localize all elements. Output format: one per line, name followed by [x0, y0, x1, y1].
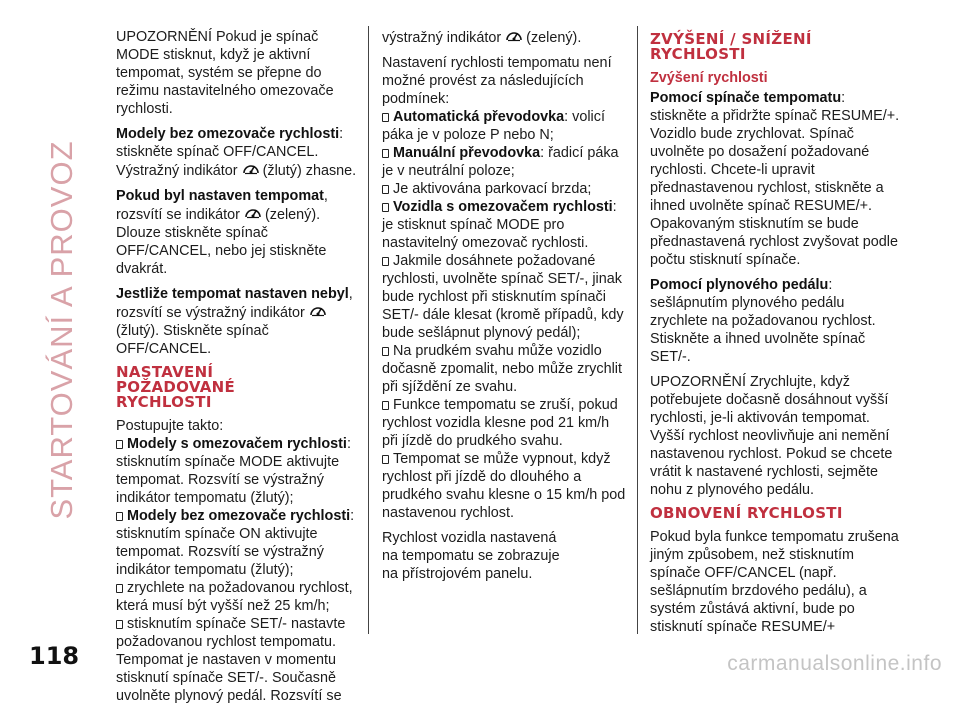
section-heading-resume-speed: OBNOVENÍ RYCHLOSTI — [650, 504, 843, 522]
bullet-square-icon — [382, 347, 389, 356]
bullet-square-icon — [116, 440, 123, 449]
subheading-increase-speed: Zvýšení rychlosti — [650, 70, 768, 86]
list-item: Modely bez omezovače rychlosti: stisknutím spínače ON aktivujte tempomat. Rozsvítí se výstražný indikátor tempomatu (žlutý); — [116, 508, 355, 578]
list-item: Automatická převodovka: volicí páka je v poloze P nebo N; — [382, 109, 605, 143]
section-side-title: STARTOVÁNÍ A PROVOZ — [44, 140, 79, 520]
cruise-speedometer-icon — [242, 161, 260, 177]
paragraph-indicator-green: výstražný indikátor (zelený). — [382, 30, 582, 46]
cruise-speedometer-icon — [244, 205, 262, 221]
paragraph-resume: Pokud byla funkce tempomatu zrušena jiným způsobem, než stisknutím spínače OFF/CANCEL (např. sešlápnutím brzdového pedálu), a systém zůstává aktivní, bude po stisknutí spínače RESUME/+ — [650, 529, 899, 635]
list-item: stisknutím spínače SET/- nastavte požadovanou rychlost tempomatu. Tempomat je nastaven v momentu stisknutí spínače SET/-. Současně uvolněte plynový pedál. Rozsvítí se — [116, 616, 346, 704]
paragraph-switch-method: Pomocí spínače tempomatu: stiskněte a přidržte spínač RESUME/+. Vozidlo bude zrychlovat. Spínač uvolněte po dosažení požadované rychlosti. Chcete-li upravit přednastavenou rychlost, stiskněte a ihned uvolněte spínač RESUME/+. Opakovaným stisknutím se bude přednastavená rychlost zvyšovat podle počtu stisknutí spínače. — [650, 90, 900, 268]
column-divider-2 — [637, 26, 638, 634]
list-item: Vozidla s omezovačem rychlosti: je stisknut spínač MODE pro nastavitelný omezovač rychlosti. — [382, 199, 617, 251]
bullet-square-icon — [382, 401, 389, 410]
watermark: carmanualsonline.info — [727, 652, 942, 675]
bullet-square-icon — [382, 113, 389, 122]
page-number: 118 — [29, 642, 80, 670]
list-item: Modely s omezovačem rychlosti: stisknutím spínače MODE aktivujte tempomat. Rozsvítí se výstražný indikátor tempomatu (žlutý); — [116, 436, 351, 506]
bullet-square-icon — [382, 257, 389, 266]
paragraph-without-limiter: Modely bez omezovače rychlosti: stiskněte spínač OFF/CANCEL. Výstražný indikátor (žlutý) zhasne. — [116, 126, 357, 179]
bullet-square-icon — [116, 584, 123, 593]
bullet-square-icon — [382, 149, 389, 158]
list-item: Jakmile dosáhnete požadované rychlosti, uvolněte spínač SET/-, jinak bude rychlost při stisknutím spínači SET/- dále klesat (kromě případů, kdy bude sešlápnut plynový pedál); — [382, 253, 624, 341]
cruise-speedometer-icon — [505, 28, 523, 44]
list-item: Na prudkém svahu může vozidlo dočasně zpomalit, nebo může zrychlit při sjíždění ze svahu. — [382, 343, 622, 395]
list-item: Manuální převodovka: řadicí páka je v neutrální poloze; — [382, 145, 619, 179]
paragraph-conditions: Nastavení rychlosti tempomatu není možné provést za následujících podmínek: — [382, 55, 612, 107]
paragraph-display-note: Rychlost vozidla nastavená na tempomatu se zobrazuje na přístrojovém panelu. — [382, 530, 560, 582]
bullet-square-icon — [382, 203, 389, 212]
paragraph-intro: Postupujte takto: — [116, 418, 224, 434]
bullet-square-icon — [116, 620, 123, 629]
bullet-square-icon — [382, 455, 389, 464]
section-heading-set-speed: NASTAVENÍ POŽADOVANÉ RYCHLOSTI — [116, 363, 236, 411]
paragraph-pedal-method: Pomocí plynového pedálu: sešlápnutím plynového pedálu zrychlete na požadovanou rychlost. Stiskněte a ihned uvolněte spínač SET/-. — [650, 277, 876, 365]
list-item: zrychlete na požadovanou rychlost, která musí být vyšší než 25 km/h; — [116, 580, 353, 614]
text-column-3 — [650, 28, 902, 643]
cruise-speedometer-icon — [309, 303, 327, 319]
section-heading-increase-decrease: ZVÝŠENÍ / SNÍŽENÍ RYCHLOSTI — [650, 30, 812, 63]
bold-lead: Modely bez omezovače rychlosti — [116, 126, 340, 142]
bullet-square-icon — [382, 185, 389, 194]
paragraph-mode-note: UPOZORNĚNÍ Pokud je spínač MODE stisknut, když je aktivní tempomat, systém se přepne do režimu nastavitelného omezovače rychlosti. — [116, 29, 334, 117]
column-divider-1 — [368, 26, 369, 634]
text-column-1 — [116, 28, 362, 705]
list-item: Je aktivována parkovací brzda; — [382, 180, 628, 198]
paragraph-cruise-set: Pokud byl nastaven tempomat, rozsvítí se indikátor (zelený). Dlouze stiskněte spínač OFF/CANCEL, nebo jej stiskněte dvakrát. — [116, 188, 328, 277]
text-column-2 — [382, 28, 628, 590]
list-item: Tempomat se může vypnout, když rychlost při jízdě do dlouhého a prudkého svahu klesne o 15 km/h pod nastavenou rychlost. — [382, 451, 626, 521]
list-item: Funkce tempomatu se zruší, pokud rychlost vozidla klesne pod 21 km/h při jízdě do prudkého svahu. — [382, 397, 618, 449]
paragraph-cruise-not-set: Jestliže tempomat nastaven nebyl, rozsvítí se výstražný indikátor (žlutý). Stiskněte spínač OFF/CANCEL. — [116, 286, 353, 357]
bullet-square-icon — [116, 512, 123, 521]
paragraph-acceleration-note: UPOZORNĚNÍ Zrychlujte, když potřebujete dočasně dosáhnout vyšší rychlosti, je-li aktivován tempomat. Vyšší rychlost neovlivňuje ani nemění nastavenou rychlost. Pokud se chcete vrátit k nastavené rychlosti, sejměte nohu z plynového pedálu. — [650, 374, 893, 498]
